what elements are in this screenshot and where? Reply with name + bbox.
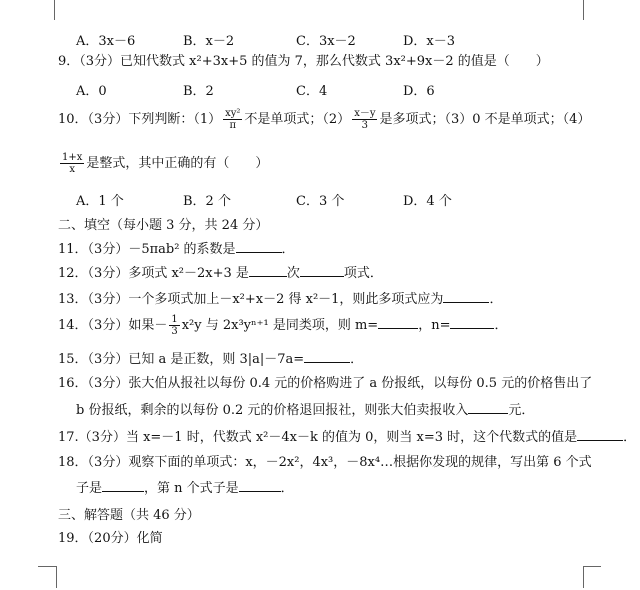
crop-mark-top-right (583, 0, 584, 20)
q10-frac3-num: 1+x (62, 152, 83, 163)
question-16-line2 (58, 401, 534, 420)
q16-text: b 份报纸，剩余的以每份 0.2 元的价格退回报社，则张大伯卖报收入 (76, 403, 469, 418)
question-11: 11．（3分）－5πab² 的系数是 ． (58, 242, 295, 257)
crop-mark-bottom-left-v (56, 566, 57, 588)
q10-option-a: A．1 个 (76, 194, 124, 209)
q11-text: 11．（3分）－5πab² 的系数是 (58, 242, 236, 257)
q10-option-b: B．2 个 (183, 194, 231, 209)
q10-frac2-den: 3 (361, 120, 369, 131)
q12-blank-2 (300, 264, 344, 277)
section-3-heading: 三、解答题（共 46 分） (58, 508, 200, 523)
q10-mid1: 不是单项式；（2） (244, 112, 351, 127)
crop-mark-bottom-left-h (38, 566, 56, 567)
question-15: 15．（3分）已知 a 是正数，则 3|a|－7a= ． (58, 352, 364, 367)
q14-fraction (169, 314, 179, 337)
q8-option-a: A．3x－6 (76, 34, 136, 49)
question-12 (58, 264, 383, 283)
q8-option-d: D．x－3 (403, 34, 456, 49)
q18-text-b: ，第 n 个式子是 (144, 481, 239, 496)
q12-text-a: 12．（3分）多项式 x²－2x+3 是 (58, 266, 249, 281)
question-17: 17.（3分）当 x=－1 时，代数式 x²－4x－k 的值为 0，则当 x=3 时，这个代数式的值是 ． (58, 430, 637, 445)
q10-end: 是整式，其中正确的有（ ） (86, 156, 269, 171)
q8-option-b: B．x－2 (183, 34, 235, 49)
question-18-line2: 子是 ，第 n 个式子是 ． (76, 481, 294, 496)
crop-mark-bottom-right-h (583, 566, 601, 567)
q10-fraction-1 (223, 108, 242, 131)
question-19: 19．（20分）化简 (58, 531, 163, 546)
section-2-heading: 二、填空（每小题 3 分，共 24 分） (58, 218, 269, 233)
q11-answer-blank (236, 240, 282, 253)
crop-mark-bottom-right-v (583, 566, 584, 588)
q15-answer-blank (304, 350, 350, 363)
q14-text-a: 14．（3分）如果－ (58, 318, 168, 333)
q14-frac-num: 1 (171, 314, 178, 325)
q10-option-c: C．3 个 (296, 194, 345, 209)
q16-answer-blank (468, 401, 508, 414)
q18-blank-2 (239, 479, 281, 492)
q14-frac-den: 3 (171, 326, 178, 337)
q17-answer-blank (577, 428, 623, 441)
q9-option-c: C．4 (296, 84, 328, 99)
q9-option-b: B．2 (183, 84, 214, 99)
q14-text-b: x²y 与 2x³yⁿ⁺¹ 是同类项，则 m= (181, 318, 379, 333)
question-10-line1 (58, 108, 590, 131)
q16-tail: 元． (508, 403, 535, 418)
crop-mark-top-left (54, 0, 55, 20)
q10-mid2: 是多项式；（3）0 不是单项式；（4） (379, 112, 591, 127)
question-16-line1: 16．（3分）张大伯从报社以每份 0.4 元的价格购进了 a 份报纸，以每份 0.5 元的价格售出了 (58, 376, 593, 391)
q14-blank-n (450, 316, 494, 329)
q10-frac1-den: π (229, 120, 237, 131)
q8-option-c: C．3x－2 (296, 34, 356, 49)
question-18-line1: 18．（3分）观察下面的单项式：x，－2x²，4x³，－8x⁴…根据你发现的规律，写出第 6 个式 (58, 455, 592, 470)
q9-option-a: A．0 (76, 84, 107, 99)
question-14: 14．（3分）如果－ $\frac{1}{3}$ x²y 与 2x³yⁿ⁺¹ 是同类项，则 m= ，n= ． (58, 314, 508, 337)
q10-prefix: 10．（3分）下列判断：（1） (58, 112, 222, 127)
question-10-line2 (58, 152, 268, 175)
question-9: 9．（3分）已知代数式 x²+3x+5 的值为 7，那么代数式 3x²+9x－2 的值是（ ） (58, 54, 549, 69)
q13-text: 13．（3分）一个多项式加上－x²+x－2 得 x²－1，则此多项式应为 (58, 292, 444, 307)
q18-text-a: 子是 (76, 481, 103, 496)
q9-option-d: D．6 (403, 84, 435, 99)
q18-blank-1 (102, 479, 144, 492)
q10-fraction-3 (60, 152, 84, 175)
q13-answer-blank (443, 290, 489, 303)
q10-option-d: D．4 个 (403, 194, 452, 209)
q10-fraction-2 (352, 108, 377, 131)
q12-blank-1 (249, 264, 287, 277)
q10-frac1-num: xy² (225, 108, 241, 119)
q15-text: 15．（3分）已知 a 是正数，则 3|a|－7a= (58, 352, 305, 367)
q14-blank-m (378, 316, 418, 329)
q10-frac3-den: x (69, 164, 76, 175)
q10-frac2-num: x－y (354, 108, 376, 119)
q17-text: 17.（3分）当 x=－1 时，代数式 x²－4x－k 的值为 0，则当 x=3 时，这个代数式的值是 (58, 430, 578, 445)
q14-text-c: ，n= (418, 318, 451, 333)
q12-text-b: 次 (286, 266, 300, 281)
question-13: 13．（3分）一个多项式加上－x²+x－2 得 x²－1，则此多项式应为 ． (58, 292, 503, 307)
q12-text-c: 项式． (343, 266, 383, 281)
